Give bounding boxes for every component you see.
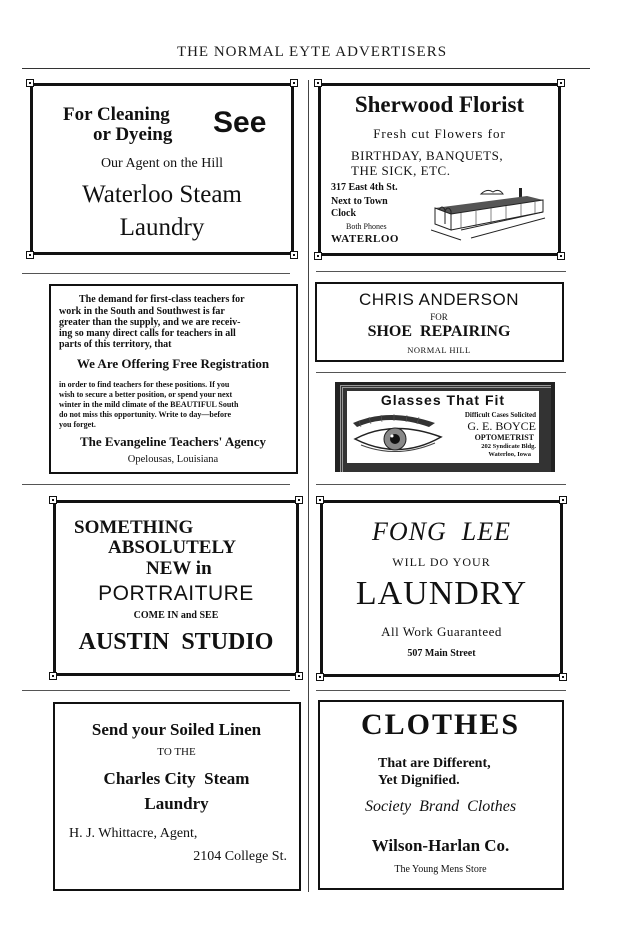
ad-business-name: Waterloo Steam — [82, 181, 242, 208]
ad-business-name: Sherwood Florist — [354, 92, 525, 117]
corner-ornament — [316, 673, 324, 681]
ad-paragraph-line: ing so many direct calls for teachers in all — [59, 328, 236, 339]
ad-paragraph-line: parts of this territory, that — [59, 339, 172, 350]
corner-ornament — [49, 496, 57, 504]
separator — [316, 372, 566, 373]
header-rule — [22, 68, 590, 69]
greenhouse-illustration-icon — [431, 186, 549, 242]
ad-business-name: Laundry — [144, 794, 209, 813]
corner-ornament — [559, 496, 567, 504]
ad-charles-city-steam-laundry — [53, 702, 301, 891]
corner-ornament — [557, 252, 565, 260]
ad-headline: CLOTHES — [360, 708, 521, 741]
ad-line: Yet Dignified. — [378, 773, 460, 788]
ad-business-name: Wilson-Harlan Co. — [371, 836, 510, 855]
ad-chris-anderson — [315, 282, 564, 362]
ad-line: Both Phones — [346, 222, 387, 231]
ad-line: SOMETHING — [74, 517, 194, 538]
separator — [22, 273, 290, 274]
ad-line: Clock — [331, 208, 356, 219]
ad-location: Opelousas, Louisiana — [127, 454, 219, 465]
ad-paragraph-line: winter in the mild climate of the BEAUTIFUL South — [59, 400, 239, 409]
ad-line: Difficult Cases Solicited — [464, 411, 536, 419]
ad-paragraph-line: do not miss this opportunity. Write to day—before — [59, 410, 232, 419]
column-divider — [308, 80, 309, 892]
ad-headline: Send your Soiled Linen — [91, 720, 262, 739]
ad-boyce-optometrist — [335, 382, 555, 472]
ad-line: WILL DO YOUR — [392, 555, 491, 569]
corner-ornament — [290, 251, 298, 259]
ad-service: SHOE REPAIRING — [367, 323, 511, 340]
ad-headline: PORTRAITURE — [98, 582, 254, 605]
ad-wilson-harlan — [318, 700, 564, 890]
separator — [22, 690, 290, 691]
corner-ornament — [290, 79, 298, 87]
ad-line: FOR — [430, 312, 448, 322]
ad-line: ABSOLUTELY — [108, 537, 237, 558]
ad-agent: H. J. Whittacre, Agent, — [69, 826, 198, 841]
ad-address: 507 Main Street — [407, 648, 476, 659]
ad-emphasis: See — [213, 106, 267, 139]
ad-paragraph-line: work in the South and Southwest is far — [59, 306, 225, 317]
ad-title: OPTOMETRIST — [474, 433, 534, 442]
separator — [316, 271, 566, 272]
ad-address: 2104 College St. — [193, 849, 287, 864]
ad-line: or Dyeing — [93, 124, 173, 145]
ad-sherwood-florist — [318, 83, 561, 256]
separator — [22, 484, 290, 485]
corner-ornament — [26, 79, 34, 87]
ad-business-name: CHRIS ANDERSON — [358, 290, 520, 309]
ad-paragraph-line: wish to secure a better position, or spend your next — [59, 390, 233, 399]
ad-address: 317 East 4th St. — [331, 182, 398, 193]
page-header: THE NORMAL EYTE ADVERTISERS — [176, 44, 448, 60]
ad-line: NEW in — [146, 558, 212, 579]
ad-business-name: Laundry — [119, 214, 205, 241]
corner-ornament — [314, 79, 322, 87]
ad-tagline: The Young Mens Store — [394, 864, 487, 875]
separator — [316, 484, 566, 485]
corner-ornament — [559, 673, 567, 681]
corner-ornament — [26, 251, 34, 259]
ad-city: Waterloo, Iowa — [488, 451, 531, 458]
ad-city: WATERLOO — [331, 233, 399, 245]
ad-waterloo-steam-laundry — [30, 83, 294, 255]
ad-line: BIRTHDAY, BANQUETS, — [351, 148, 504, 163]
ad-line: That are Different, — [378, 756, 491, 771]
ad-business-name: The Evangeline Teachers' Agency — [80, 434, 266, 449]
ad-headline: LAUNDRY — [355, 575, 528, 612]
corner-ornament — [314, 252, 322, 260]
separator — [316, 690, 566, 691]
ad-fong-lee — [320, 500, 563, 677]
corner-ornament — [49, 672, 57, 680]
eye-illustration-icon — [349, 409, 445, 461]
ad-business-name: FONG LEE — [372, 517, 511, 546]
ad-paragraph-line: you forget. — [59, 420, 96, 429]
ad-location: NORMAL HILL — [407, 345, 471, 355]
ad-line: All Work Guaranteed — [381, 624, 502, 639]
ad-headline: We Are Offering Free Registration — [76, 356, 270, 371]
ad-business-name: AUSTIN STUDIO — [78, 629, 274, 655]
ad-brand: Society Brand Clothes — [364, 798, 517, 815]
ad-paragraph-line: in order to find teachers for these positions. If you — [59, 380, 230, 389]
ad-line: TO THE — [157, 746, 196, 758]
ad-headline: Glasses That Fit — [380, 392, 506, 408]
ad-business-name: Charles City Steam — [103, 769, 250, 788]
ad-line: COME IN and SEE — [133, 610, 219, 621]
ad-line: Fresh cut Flowers for — [373, 126, 506, 141]
ad-evangeline-teachers-agency — [49, 284, 298, 474]
ad-business-name: G. E. BOYCE — [467, 419, 536, 433]
ad-austin-studio — [53, 500, 299, 676]
ad-line: Next to Town — [331, 196, 388, 207]
corner-ornament — [316, 496, 324, 504]
ad-paragraph-line: The demand for first-class teachers for — [79, 294, 245, 305]
corner-ornament — [295, 672, 303, 680]
ad-line: Our Agent on the Hill — [100, 156, 224, 171]
corner-ornament — [557, 79, 565, 87]
ad-address: 202 Syndicate Bldg. — [481, 443, 536, 450]
ad-paragraph-line: greater than the supply, and we are receiv- — [59, 317, 241, 328]
ad-line: For Cleaning — [63, 104, 170, 125]
ad-line: THE SICK, ETC. — [351, 163, 451, 178]
corner-ornament — [295, 496, 303, 504]
